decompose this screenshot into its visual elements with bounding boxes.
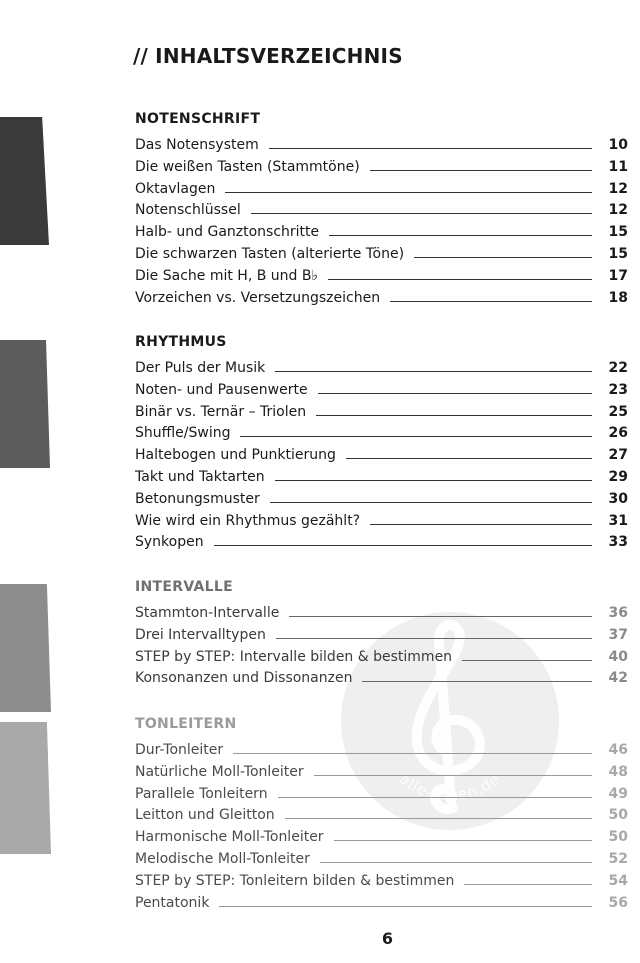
leader-line [214,545,592,546]
leader-line [346,458,592,459]
entry-label: Konsonanzen und Dissonanzen [135,670,353,687]
leader-line [278,797,592,798]
entry-label: Notenschlüssel [135,202,241,219]
leader-line [270,502,592,503]
entry-label: Halb- und Ganztonschritte [135,224,320,241]
entry-page: 17 [608,267,628,284]
leader-line [464,884,592,885]
leader-line [269,148,592,149]
toc-entry [135,137,628,159]
toc-entry [135,159,628,181]
toc-entry [135,786,628,808]
entry-label: Parallele Tonleitern [135,785,268,802]
entry-page: 33 [608,534,628,551]
entry-label: Shuffle/Swing [135,425,231,442]
entry-label: Takt und Taktarten [135,468,265,485]
entry-page: 50 [608,807,628,824]
entry-page: 40 [608,648,628,665]
toc-entry [135,534,628,556]
leader-line [328,279,592,280]
leader-line [334,840,592,841]
entry-page: 26 [608,425,628,442]
page-title: // INHALTSVERZEICHNIS [133,44,403,68]
entry-page: 50 [608,829,628,846]
chapter-tab-notenschrift [0,117,49,245]
chapter-tab-tonleitern [0,722,51,854]
leader-line [225,192,592,193]
entry-page: 29 [608,468,628,485]
entry-label: Dur-Tonleiter [135,742,224,758]
leader-line [329,235,592,236]
toc-entry [135,742,628,764]
entry-page: 27 [608,447,628,464]
toc-entry [135,224,628,246]
entry-page: 12 [608,180,628,197]
chapter-tab-rhythmus [0,340,50,468]
entry-label: Noten- und Pausenwerte [135,381,308,398]
leader-line [370,524,592,525]
entry-label: Drei Intervalltypen [135,626,266,643]
entry-page: 11 [608,158,628,175]
leader-line [276,638,592,639]
toc-entry [135,873,628,895]
toc-entry [135,382,628,404]
entry-page: 31 [608,512,628,529]
leader-line [362,681,592,682]
entry-label: Die schwarzen Tasten (alterierte Töne) [135,245,405,262]
toc-entry [135,447,628,469]
entry-label: Wie wird ein Rhythmus gezählt? [135,512,361,529]
entry-label: STEP by STEP: Tonleitern bilden & bestimmen [135,872,455,889]
entry-page: 49 [608,785,628,802]
entry-page: 18 [608,289,628,306]
toc-section-rhythmus [135,334,628,556]
toc-section-tonleitern [135,716,628,916]
leader-line [320,862,592,863]
toc-entry [135,268,628,290]
toc-section-notenschrift [135,111,628,311]
entry-page: 46 [608,742,628,758]
page-number: 6 [381,929,394,948]
entry-label: Binär vs. Ternär – Triolen [135,403,307,420]
leader-line [314,775,592,776]
leader-line [462,660,592,661]
entry-label: STEP by STEP: Intervalle bilden & bestimmen [135,648,453,665]
toc-section-intervalle [135,579,628,692]
leader-line [316,415,592,416]
entry-label: Der Puls der Musik [135,360,266,376]
toc-entry [135,290,628,312]
entry-label: Die weißen Tasten (Stammtöne) [135,158,360,175]
entry-label: Das Notensystem [135,137,259,153]
section-heading: TONLEITERN [135,716,237,732]
entry-label: Synkopen [135,534,204,551]
leader-line [390,301,592,302]
toc-entry [135,425,628,447]
leader-line [275,480,592,481]
leader-line [251,213,592,214]
entry-page: 15 [608,245,628,262]
entry-label: Leitton und Gleitton [135,807,275,824]
leader-line [275,371,592,372]
toc-entry [135,360,628,382]
toc-entry [135,807,628,829]
section-heading: RHYTHMUS [135,334,227,350]
entry-page: 22 [608,360,628,376]
entry-page: 56 [608,894,628,911]
entry-label: Natürliche Moll-Tonleiter [135,763,304,780]
entry-label: Haltebogen und Punktierung [135,447,336,464]
leader-line [289,616,592,617]
entry-label: Vorzeichen vs. Versetzungszeichen [135,289,381,306]
toc-entry [135,670,628,692]
toc-entry [135,627,628,649]
toc-entry [135,764,628,786]
entry-label: Die Sache mit H, B und B♭ [135,267,319,284]
toc-entry [135,513,628,535]
entry-page: 30 [608,490,628,507]
chapter-tab-intervalle [0,584,51,712]
toc-entry [135,851,628,873]
entry-page: 42 [608,670,628,687]
toc-entry [135,181,628,203]
toc-entry [135,491,628,513]
toc-entry [135,649,628,671]
toc-entry [135,605,628,627]
entry-label: Pentatonik [135,894,210,911]
entry-label: Melodische Moll-Tonleiter [135,850,310,867]
entry-page: 54 [608,872,628,889]
entry-page: 52 [608,850,628,867]
leader-line [414,257,592,258]
entry-label: Betonungsmuster [135,490,260,507]
entry-page: 37 [608,626,628,643]
entry-label: Harmonische Moll-Tonleiter [135,829,324,846]
entry-page: 36 [608,605,628,621]
entry-page: 23 [608,381,628,398]
entry-page: 10 [608,137,628,153]
entry-label: Oktavlagen [135,180,216,197]
toc-entry [135,202,628,224]
entry-page: 48 [608,763,628,780]
toc-entry [135,246,628,268]
section-heading: NOTENSCHRIFT [135,111,261,127]
leader-line [233,753,592,754]
entry-label: Stammton-Intervalle [135,605,280,621]
watermark-text: alle-noten.de [396,769,504,805]
leader-line [219,906,592,907]
toc-entry [135,469,628,491]
toc-entry [135,829,628,851]
toc-entry [135,895,628,917]
leader-line [285,818,592,819]
leader-line [370,170,592,171]
entry-page: 12 [608,202,628,219]
entry-page: 25 [608,403,628,420]
leader-line [318,393,592,394]
toc-entry [135,404,628,426]
entry-page: 15 [608,224,628,241]
leader-line [240,436,592,437]
section-heading: INTERVALLE [135,579,233,595]
